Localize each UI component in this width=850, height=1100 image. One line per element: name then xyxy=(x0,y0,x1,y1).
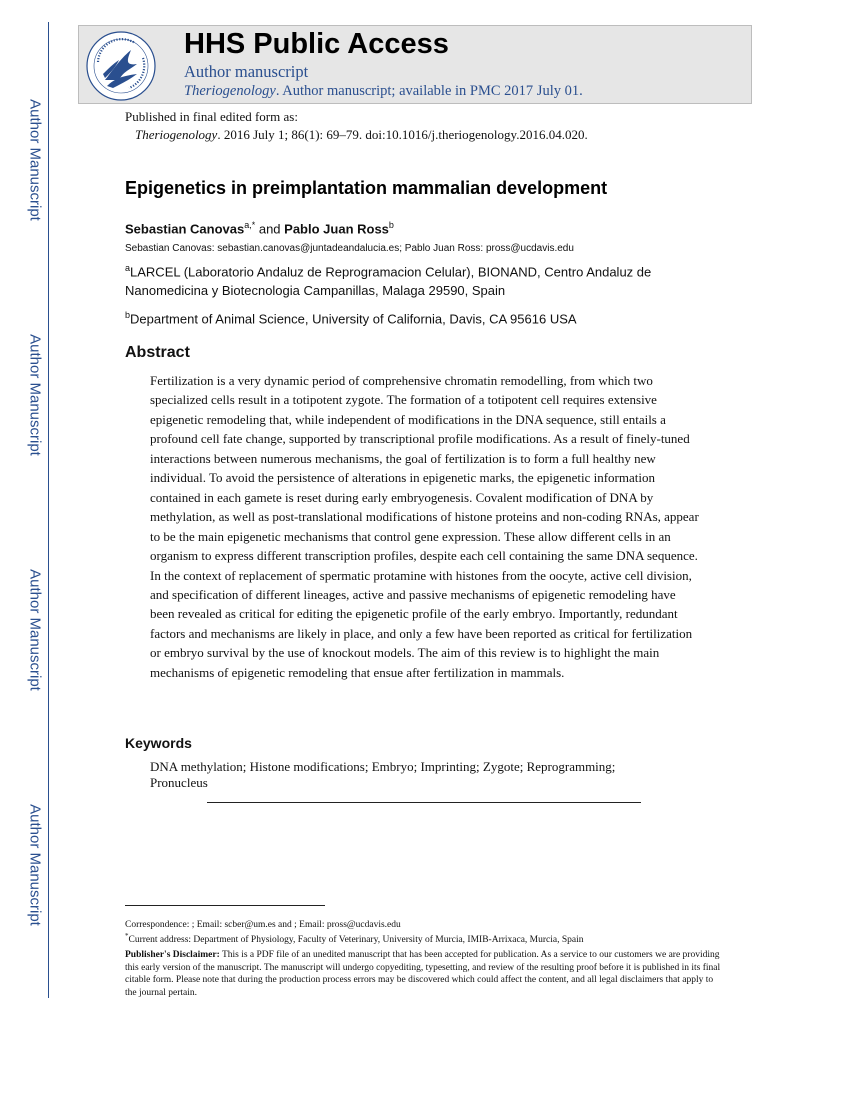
affiliation-a-text: LARCEL (Laboratorio Andaluz de Reprogramacion Celular), BIONAND, Centro Andaluz de Nanomedicina y Biotecnologia Campanillas, Malaga 29590, Spain xyxy=(125,264,652,299)
sidebar-rule xyxy=(48,22,49,998)
journal-name[interactable]: Theriogenology xyxy=(184,83,276,99)
sidebar-label-text: Author Manuscript xyxy=(26,334,44,456)
author-2: Pablo Juan Ross xyxy=(284,221,389,237)
disclaimer-label: Publisher's Disclaimer: xyxy=(125,950,220,960)
citation xyxy=(135,127,588,143)
citation-journal[interactable]: Theriogenology xyxy=(135,127,218,142)
author-1: Sebastian Canovas xyxy=(125,221,245,237)
divider xyxy=(207,802,641,803)
correspondence-note: Correspondence: ; Email: scber@um.es and ; Email: pross@ucdavis.edu xyxy=(125,920,401,930)
author-and: and xyxy=(255,221,285,237)
sidebar-label-text: Author Manuscript xyxy=(26,99,44,221)
current-address-text: Current address: Department of Physiology, Faculty of Veterinary, University of Murcia, IMIB-Arrixaca, Murcia, Spain xyxy=(128,935,584,946)
affiliation-b xyxy=(125,306,705,328)
affiliation-a xyxy=(125,259,705,300)
disclaimer-text: This is a PDF file of an unedited manuscript that has been accepted for publication. As a service to our customers we are providing this early version of the manuscript. The manuscript will undergo copyediting, typesetting, and review of the resulting proof before it is published in its final citable form. Please note that during the production process errors may be discovered which could affect the content, and all legal disclaimers that apply to the journal pertain. xyxy=(125,950,721,998)
abstract-body: Fertilization is a very dynamic period of comprehensive chromatin remodelling, from which two specialized cells result in a totipotent zygote. The formation of a totipotent cell requires extensive epigenetic remodeling that, while independent of modifications in the DNA sequence, still entails a profound cell fate change, supported by transcriptional profile modifications. As a result of finely-tuned interactions between numerous mechanisms, the goal of fertilization is to form a full healthy new individual. To avoid the persistence of alterations in epigenetic marks, the epigenetic information contained in each gamete is reset during early embryogenesis. Covalent modification of DNA by methylation, as well as post-translational modifications of histone proteins and non-coding RNAs, appear to be the main epigenetic mechanisms that control gene expression. These allow different cells in an organism to express different transcription profiles, despite each cell containing the same DNA sequence. In the context of replacement of spermatic protamine with histones from the oocyte, active cell division, and specification of different lineages, active and passive mechanisms of epigenetic remodeling have been revealed as critical for editing the epigenetic profile of the early embryo. Importantly, redundant factors and mechanisms are likely in place, and only a few have been reported as critical for fertilization or embryo survival by the use of knockout models. The aim of this review is to highlight the main mechanisms of epigenetic remodeling that ensue after fertilization in mammals. xyxy=(150,373,699,680)
keywords-heading: Keywords xyxy=(125,735,192,751)
sidebar-label-text: Author Manuscript xyxy=(26,569,44,691)
hhs-title: HHS Public Access xyxy=(184,28,449,60)
author-1-mark: a,* xyxy=(244,220,256,230)
hhs-seal-icon xyxy=(85,30,157,102)
publisher-disclaimer xyxy=(125,949,725,999)
published-label: Published in final edited form as: xyxy=(125,109,298,124)
author-emails: Sebastian Canovas: sebastian.canovas@juntadeandalucia.es; Pablo Juan Ross: pross@ucdavis.edu xyxy=(125,243,574,254)
current-address-mark: * xyxy=(125,932,129,940)
affiliation-b-mark: b xyxy=(125,310,131,320)
abstract-heading: Abstract xyxy=(125,344,190,361)
hhs-header xyxy=(78,25,752,104)
author-line xyxy=(125,220,394,236)
keywords-list: DNA methylation; Histone modifications; Embryo; Imprinting; Zygote; Reprogramming; Pronucleus xyxy=(150,759,616,790)
affiliation-a-mark: a xyxy=(125,263,131,273)
current-address-note xyxy=(125,930,584,946)
manuscript-label: Author manuscript xyxy=(184,62,309,81)
article-title: Epigenetics in preimplantation mammalian development xyxy=(125,178,608,198)
author-2-mark: b xyxy=(388,220,394,230)
citation-details: . 2016 July 1; 86(1): 69–79. doi:10.1016/j.theriogenology.2016.04.020. xyxy=(217,127,588,142)
footnote-divider xyxy=(125,905,325,906)
availability-text: . Author manuscript; available in PMC 2017 July 01. xyxy=(275,83,583,99)
sidebar-label-text: Author Manuscript xyxy=(26,804,44,926)
availability-line xyxy=(184,83,583,100)
affiliation-b-text: Department of Animal Science, University of California, Davis, CA 95616 USA xyxy=(130,311,577,327)
